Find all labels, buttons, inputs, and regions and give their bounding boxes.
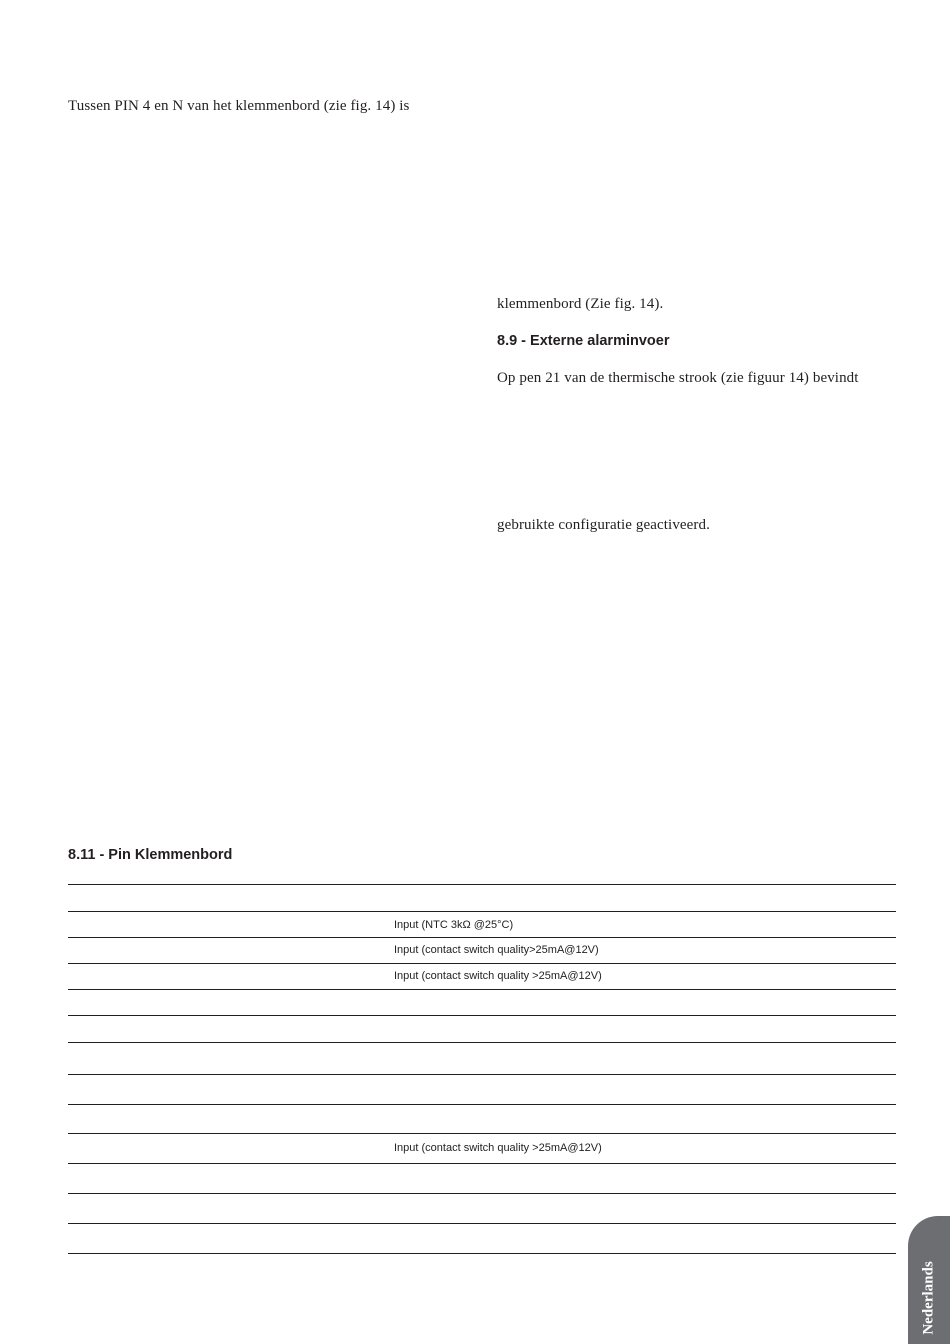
table-rule: [68, 1015, 896, 1016]
table-rule: [68, 1193, 896, 1194]
section-heading-external-alarm: 8.9 - Externe alarminvoer: [497, 333, 670, 349]
table-rule: [68, 937, 896, 938]
table-rule: [68, 1163, 896, 1164]
table-cell-description: Input (contact switch quality >25mA@12V): [394, 1142, 602, 1154]
table-rule: [68, 1104, 896, 1105]
table-rule: [68, 1223, 896, 1224]
table-rule: [68, 1074, 896, 1075]
section-heading-pin-terminal-board: 8.11 - Pin Klemmenbord: [68, 847, 233, 863]
right-column-paragraph-1: klemmenbord (Zie fig. 14).: [497, 296, 664, 312]
table-rule: [68, 1133, 896, 1134]
right-column-paragraph-2: Op pen 21 van de thermische strook (zie figuur 14) bevindt: [497, 370, 859, 386]
table-rule: [68, 1042, 896, 1043]
table-cell-description: Input (NTC 3kΩ @25°C): [394, 919, 514, 931]
left-column-paragraph: Tussen PIN 4 en N van het klemmenbord (zie fig. 14) is: [68, 98, 410, 114]
table-rule: [68, 884, 896, 885]
table-rule: [68, 989, 896, 990]
table-cell-description: Input (contact switch quality >25mA@12V): [394, 970, 602, 982]
table-rule: [68, 963, 896, 964]
table-rule: [68, 911, 896, 912]
table-rule: [68, 1253, 896, 1254]
language-tab-label: Nederlands: [920, 1261, 937, 1335]
right-column-paragraph-3: gebruikte configuratie geactiveerd.: [497, 517, 710, 533]
language-tab: [908, 1216, 950, 1344]
table-cell-description: Input (contact switch quality>25mA@12V): [394, 944, 599, 956]
